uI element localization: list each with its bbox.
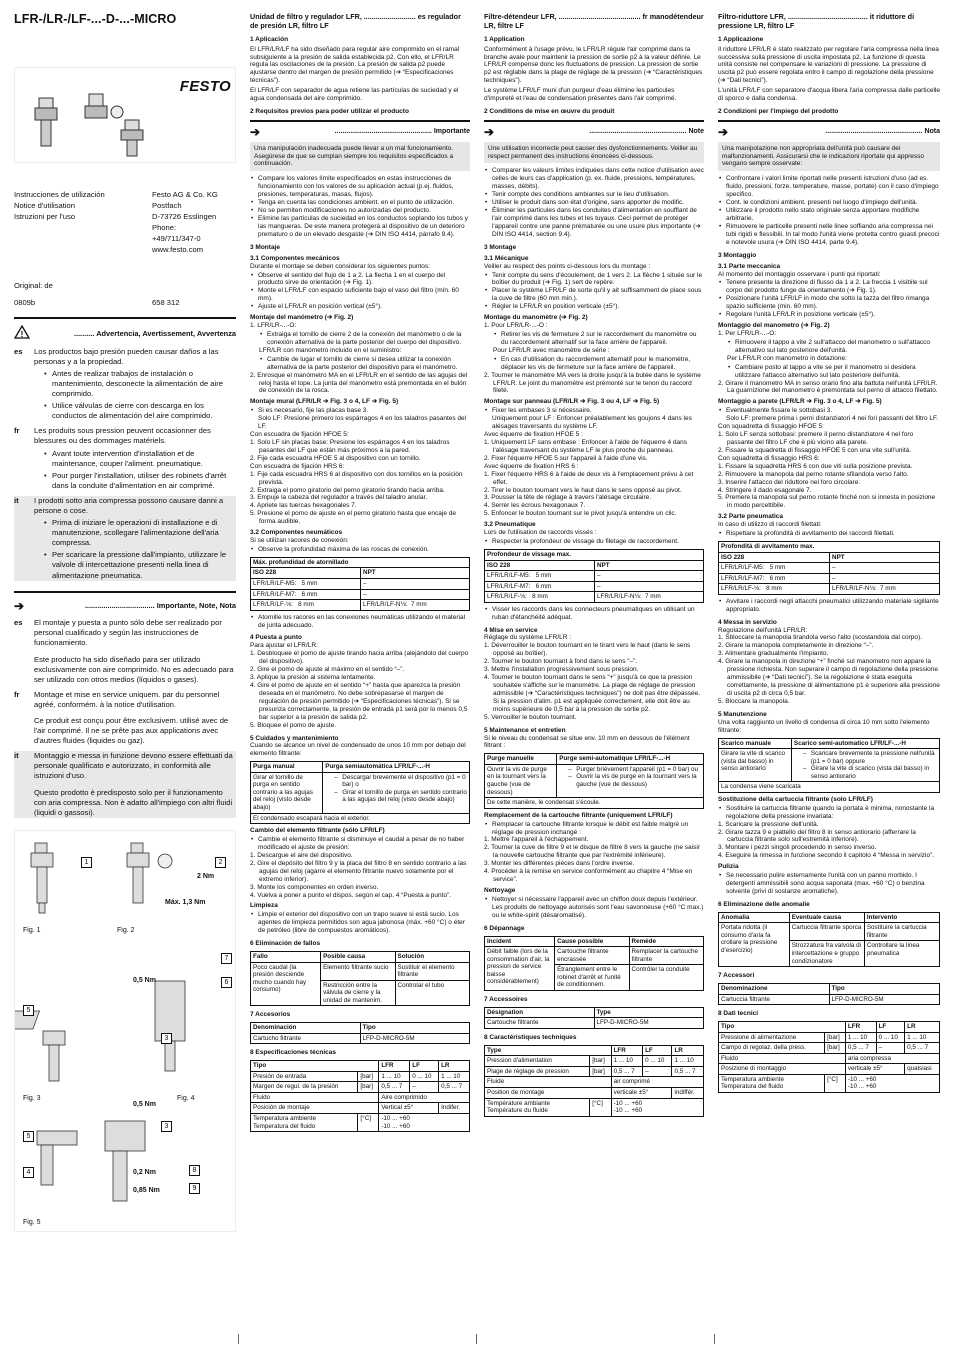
list-item: • Régler le LFR/LR en position verticale (±5°). <box>484 303 704 311</box>
step: 5. Verrouiller le bouton tournant. <box>484 713 577 721</box>
s5-text: Si le niveau du condensat se situe env. 10 mm en dessous de l'élément filtrant : <box>484 734 690 750</box>
troubleshooting-table: Incident Cause possible Remède Débit faible (lors de la consommation d'air, la pression de service baisse considérablement) Cartouche filtrante encrassée Remplacer la cartouche filtrante Étranglement entre le robinet d'arrêt et l'unité de conditionnem. Contrôler la conduite <box>484 936 704 991</box>
note-text: Une utilisation incorrecte peut causer des dysfonctionnements. Veiller au respect permanent des instructions énoncées ci-dessous. <box>484 142 704 164</box>
thread-depth-table: Profondeur de vissage max. ISO 228 NPT LFR/LR/LF-M5: 5 mm – LFR/LR/LF-M7: 6 mm – LFR/LR/LF-⅛: 8 mm LFR/LR/LF-N⅛: 7 mm <box>484 549 704 603</box>
gauge-note: Per LFR/LR con manometro in dotazione: <box>727 354 847 362</box>
s2-title: 2 Requisitos previos para poder utilizar el producto <box>250 108 409 116</box>
thread-depth-table: Profondità di avvitamento max. ISO 228 NPT LFR/LR/LF-M5: 5 mm – LFR/LR/LF-M7: 6 mm – LFR/LR/LF-⅛: 8 mm LFR/LR/LF-N⅛: 7 mm <box>718 541 940 595</box>
filter-change-title: Cambio del elemento filtrante (sólo LFR/LF) <box>250 827 385 835</box>
fig-4-label: Fig. 4 <box>177 1094 195 1102</box>
step: 4. Eseguire la rimessa in funzione secondo il capitolo 4 “Messa in servizio”. <box>718 852 935 860</box>
drain-table: Purge manuelle Purge semi-automatique LFR/LF-...-H Ouvrir la vis de purge en la tournant vers la gauche (vue de dessous) – Purger brièvement l'appareil (p1 = 0 bar) ou – Ouvrir la vis de purge en la tournant vers la gauche (vue de dessous) De cette manière, le condensat s'écoule. <box>484 753 704 808</box>
s1-title: 1 Applicazione <box>718 35 764 43</box>
step: 3. Alimentare gradualmente l'impianto. <box>718 650 829 658</box>
s31-text: Durante el montaje se deben considerar los siguientes puntos: <box>250 262 430 270</box>
hfoe-title: Con escuadra de fijación HFOE 5: <box>250 431 349 439</box>
warning-header <box>14 317 236 342</box>
s5-title: 5 Manutenzione <box>718 710 767 718</box>
s5-title: 5 Maintenance et entretien <box>484 726 566 734</box>
gauge-mount-title: Montaje del manómetro (➔ Fig. 2) <box>250 314 354 322</box>
accessories-table: Désignation Type Cartouche filtrante LFP-D-MICRO-5M <box>484 1007 704 1029</box>
wall-mount-note: Solo LF: Presione primero los espárragos 4 en los taladros pasantes del LF. <box>258 415 467 431</box>
list-item: • Cont. le condizioni ambient. presenti nel luogo d'impiego dell'unità. <box>718 199 940 207</box>
step: 2. Girare tazza 9 e piattello del filtro 8 in senso antiorario (afferrare la cartuccia filtrante solo sull'estremità inferiore). <box>718 828 916 844</box>
accessories-table: Denominazione Tipo Cartuccia filtrante LFP-D-MICRO-5M <box>718 983 940 1005</box>
filter-change-title: Remplacement de la cartouche filtrante (uniquement LFR/LF) <box>484 811 673 819</box>
step: 4. Stringere il dado esagonale 7. <box>718 486 812 494</box>
step: 1. Fixer l'équerre HRS 6 à l'aide de deux vis à l'emplacement prévu à cet effet. <box>484 470 694 486</box>
list-item: • Éliminer les particules dans les conduites d'alimentation en soufflant de l'air comprimé dans les tubes et les tuyaux. Ceci permet de protéger l'appareil contre une panne prématurée ou une usure plus importante (➔ DIN ISO 4414, section 9.4). <box>484 207 704 239</box>
important-it: it Montaggio e messa in funzione devono essere effettuati da personale qualificato e autorizzato, in conformità alle istruzioni d'uso. Questo prodotto è predisposto solo per il funzionamento con aria compressa. Non è adatto all'impiego con altri fluidi (liquidi o gassosi). <box>14 751 236 818</box>
s6-title: 6 Eliminación de fallos <box>250 940 321 948</box>
step: 1. Solo LF sin placas base: Presione los espárragos 4 en los taladros pasantes del LF que están más próximos a la pared. <box>250 438 450 454</box>
thread-depth-table: Máx. profundidad de atornillado ISO 228 NPT LFR/LR/LF-M5: 5 mm – LFR/LR/LF-M7: 6 mm – LFR/LR/LF-⅛: 8 mm LFR/LR/LF-N⅛: 7 mm <box>250 557 470 611</box>
arrow-right-icon: ➔ <box>484 125 495 140</box>
list-item: • Remplacer la cartouche filtrante lorsque le débit est faible malgré un réglage de pression inchangé : <box>484 821 704 837</box>
list-item: • Posizionare l'unità LFR/LF in modo che sotto la tazza del filtro rimanga spazio sufficiente (min. 60 mm). <box>718 295 940 311</box>
s7-title: 7 Accesorios <box>250 1011 291 1019</box>
fig-2-label: Fig. 2 <box>117 926 135 934</box>
fig-5-label: Fig. 5 <box>23 1218 41 1226</box>
address-1: Postfach <box>152 201 182 211</box>
cleaning-title: Limpieza <box>250 902 278 910</box>
list-item: • Tenir compte des conditions ambiantes sur le lieu d'utilisation. <box>484 191 704 199</box>
list-item: • Se necessario pulire esternamente l'unità con un panno morbido. I detergenti ammissibili sono acqua saponata (max. +60 °C) o benzina solvente (privi di sostanze aromatiche). <box>718 872 940 896</box>
s5-text: Una volta raggiunto un livello di condensa di circa 10 mm sotto l'elemento filtrante: <box>718 718 930 734</box>
warning-triangle-icon <box>14 325 30 342</box>
important-title: .................................. Importante, Note, Nota <box>84 601 236 611</box>
part-number: 658 312 <box>152 297 180 307</box>
specs-table: Tipo LFR LF LR Pressione di alimentazione [bar] 1 ... 10 0 ... 10 1 ... 10 Campo di regolaz. della press. [bar] 0,5 ... 7 – 0,5 ... 7 Fluido aria compressa Posizione di montaggio verticale ±5° qualsiasi Temperatura ambiente Temperatura del fluido [°C] -10 ... +60 -10 ... +60 <box>718 1021 940 1093</box>
column-es <box>250 12 470 1132</box>
step: 1. Mettre l'appareil à l'échappement. <box>484 836 589 844</box>
callout-3b: 3 <box>161 1121 172 1132</box>
s1-text-2: El LFR/LF con separador de agua retiene las partículas de suciedad y el agua condensada del aire comprimido. <box>250 87 459 103</box>
step: 4. Vuelva a poner a punto el dispos. según el cap. 4 “Puesta a punto”. <box>250 891 452 899</box>
list-item: • Respecter la profondeur de vissage du filetage de raccordement. <box>484 538 704 546</box>
torque-02: 0,2 Nm <box>133 1168 156 1176</box>
s1-title: 1 Application <box>484 35 525 43</box>
step: 4. Gire el pomo de ajuste en el sentido “+” hasta que aparezca la presión deseada en el manómetro. No debe sobrepasarse el margen de regulación de presión permitido (➔ “Especificaciones técnicas”). Si se presuriza correctamente, la presión de entrada p1 será por lo menos 0,5 bar superior a la presión de salida p2. <box>250 682 468 721</box>
warning-fr: fr Les produits sous pression peuvent occasionner des blessures ou des dommages matériels. • Avant toute intervention d'installation et de maintenance, couper l'aliment. pneumatique. • Pour purger l'installation, utiliser des robinets d'arrêt dans la conduite d'alimentation en air comprimé. <box>14 426 236 491</box>
wall-mount-note: Solo LF: premere prima i perni distanziatori 4 nei fori passanti del filtro LF. <box>726 415 939 423</box>
step: 5. Presione el pomo de ajuste en el perno giratorio hasta que encaje de forma audible. <box>250 510 456 526</box>
s7-title: 7 Accessori <box>718 972 755 980</box>
list-item: • Sostituire la cartuccia filtrante quando la portata è minima, nonostante la regolazione della pressione invariata: <box>718 805 940 821</box>
wall-mount-title: Montaje mural (LFR/LR ➔ Fig. 3 o 4, LF ➔ Fig. 5) <box>250 398 399 406</box>
s3-title: 3 Montage <box>484 243 517 251</box>
gauge-mount-title: Montage du manomètre (➔ Fig. 2) <box>484 314 588 322</box>
list-item: • No se permiten modificaciones no autorizadas del producto. <box>250 207 470 215</box>
document-title: LFR-/LR-/LF-...-D-...-MICRO <box>14 12 177 26</box>
step: 3. Monte los componentes en orden inverso. <box>250 883 379 891</box>
arrow-right-icon: ➔ <box>718 125 729 140</box>
step: 3. Mettre l'installation progressivement sous pression. <box>484 666 639 674</box>
s1-text-2: Le système LFR/LF muni d'un purgeur d'eau élimine les particules d'impureté et l'eau de condensation présentes dans l'air comprimé. <box>484 87 677 103</box>
gauge-step-1: 1. LFR/LR-...-O: <box>250 322 297 330</box>
wall-mount-note: Uniquement pour LF : Enfoncer préalablement les goujons 4 dans les alésages traversants du système LF. <box>492 415 692 431</box>
step: 2. Girare la manopola completamente in direzione “–”. <box>718 642 874 650</box>
step: 1. Déverrouiller le bouton tournant en le tirant vers le haut (dans le sens opposé au boîtier). <box>484 642 691 658</box>
step: 1. Sbloccare la manopola tirandola verso l'alto (scostandola dal corpo). <box>718 634 922 642</box>
list-item: • Eventualmente fissare le sottobasi 3. <box>718 407 940 415</box>
step: 1. Uniquement LF sans embase : Enfoncer à l'aide de l'équerre 4 dans l'alésage traversant du système LF le plus proche du panneau. <box>484 438 688 454</box>
s32-title: 3.2 Pneumatique <box>484 521 536 529</box>
step: 1. Desbloquee el pomo de ajuste tirando hacia arriba (alejándolo del cuerpo del dispositivo). <box>250 650 469 666</box>
s4-text: Regolazione dell'unità LFR/LR: <box>718 626 808 634</box>
s1-text: Conformément à l'usage prévu, le LFR/LR régule l'air comprimé dans la branche avale pour maintenir la pression de sortie p2 à la valeur définie. Le LFR/LR compense donc les fluctuations de pression. La pression de sortie p2 est réglable dans la plage de réglage de la pression (➔ “Caractéristiques techniques”). <box>484 45 703 85</box>
filter-change-title: Sostituzione della cartuccia filtrante (solo LFR/LF) <box>718 795 873 803</box>
list-item: • Compare los valores límite especificados en estas instrucciones de funcionamiento con los valores de su aplicación actual (p.ej. fluidos, presiones, temperaturas, masas, flujos). <box>250 175 470 199</box>
s32-text: Si se utilizan racores de conexión: <box>250 537 349 545</box>
column-fr <box>484 12 704 1117</box>
step: 3. Monter les différentes pièces dans l'ordre inverse. <box>484 860 635 868</box>
hrs-title: Avec équerre de fixation HRS 6 : <box>484 462 579 470</box>
list-item: • Monte el LFR/LF con espacio suficiente bajo el vaso del filtro (mín. 60 mm). <box>250 287 470 303</box>
s8-title: 8 Especificaciones técnicas <box>250 1049 336 1057</box>
wall-mount-title: Montage sur panneau (LFR/LR ➔ Fig. 3 ou 4, LF ➔ Fig. 5) <box>484 398 660 406</box>
s5-text: Cuando se alcance un nivel de condensado de unos 10 mm por debajo del elemento filtrante: <box>250 742 466 758</box>
phone: +49/711/347-0 <box>152 234 201 244</box>
drain-table: Scarico manuale Scarico semi-automatico LFR/LF-...-H Girare la vite di scarico (vista dal basso) in senso antiorario – Scaricare brevemente la pressione nell'unità (p1 = 0 bar) oppure – Girare la vite di scarico (vista dal basso) in senso antiorario La condensa viene scaricata <box>718 738 940 793</box>
list-item: • En cas d'utilisation du raccordement alternatif pour le manomètre, déplacer les vis de fermeture sur la face arrière de l'appareil. <box>493 356 704 372</box>
callout-9: 9 <box>189 1183 200 1194</box>
step: 2. Tourner le bouton tournant à fond dans le sens “–”. <box>484 658 638 666</box>
specs-table: Type LFR LF LR Pression d'alimentation [bar] 1 ... 10 0 ... 10 1 ... 10 Plage de réglage de pression [bar] 0,5 ... 7 – 0,5 ... 7 Fluide air comprimé Position de montage verticale ±5° indiffér. Température ambiante Température du fluide [°C] -10 ... +60 -10 ... +60 <box>484 1045 704 1117</box>
note-title: Nota <box>924 128 940 136</box>
list-item: • Placer le système LFR/LF de sorte qu'il y ait suffisamment de place sous la cuve de filtre (60 mm min.). <box>484 287 704 303</box>
s1-text: Il riduttore LFR/LR è stato realizzato per regolare l'aria compressa nella linea successiva sulla pressione di uscita impostata p2. La funzione di questa unità consiste nel compensare le variazioni di pressione. La pressione di uscita p2 può essere regolata entro il campo di regolazione della pressione (➔ “Dati tecnici”). <box>718 45 939 85</box>
list-item: • Utiliser le produit dans son état d'origine, sans apporter de modific. <box>484 199 704 207</box>
step: 2. Tirer le bouton tournant vers le haut dans le sens opposé au pivot. <box>484 486 682 494</box>
s6-title: 6 Eliminazione delle anomalie <box>718 900 810 908</box>
list-item: • Confrontare i valori limite riportati nelle presenti istruzioni d'uso (ad es. fluido, pressioni, forze, temperature, masse, portate) con il caso d'impiego specifico. <box>718 175 940 199</box>
step: 2. Fije cada escuadra HFOE 5 al dispositivo con un tornillo. <box>250 454 421 462</box>
cleaning-title: Nettoyage <box>484 886 516 894</box>
s31-title: 3.1 Componentes mecánicos <box>250 254 340 262</box>
s1-text-2: L'unità LFR/LF con separatore d'acqua libera l'aria compressa dalle particelle di sporco e dalla condensa. <box>718 87 940 103</box>
list-item: • Tenga en cuenta las condiciones ambient. en el punto de utilización. <box>250 199 470 207</box>
s32-text: In caso di utilizzo di raccordi filettati: <box>718 521 822 529</box>
gauge-step-1: 1. Per LFR/LR-...-O: <box>718 330 777 337</box>
callout-5: 5 <box>23 1005 34 1016</box>
s32-title: 3.2 Parte pneumatica <box>718 513 784 521</box>
drain-table: Purga manual Purga semiautomática LFR/LF-...-H Girar el tornillo de purga en sentido contrario a las agujas del reloj (visto desde abajo) – Descargar brevemente el dispositivo (p1 = 0 bar) o – Girar el tornillo de purga en sentido contrario a las agujas del reloj (visto desde abajo) El condensado escapará hacia el exterior. <box>250 761 470 824</box>
step: 3. Inserire l'attacco del riduttore nel foro circolare. <box>718 478 861 486</box>
s2-title: 2 Conditions de mise en œuvre du produit <box>484 108 615 116</box>
mount-list <box>250 272 470 312</box>
table-caption: Profondità di avvitamento max. <box>719 542 940 553</box>
original-line: Original: de <box>14 281 53 291</box>
list-item: • Rimuovere le particelle presenti nelle linee soffiando aria compressa nei tubi rigidi e flessibili. In tal modo l'unità viene protetta contro guasti precoci e notevole usura (➔ DIN ISO 4414, parte 9.4). <box>718 223 940 247</box>
step: 4. Serrer les écrous hexagonaux 7. <box>484 502 586 510</box>
s32-title: 3.2 Componentes neumáticos <box>250 529 343 537</box>
list-item: • Observe la profundidad máxima de las roscas de conexión. <box>250 546 470 554</box>
doc-name-es: Instrucciones de utilización <box>14 190 105 200</box>
s8-title: 8 Dati tecnici <box>718 1010 759 1018</box>
note-box: ➔ .................................................. Importante Una manipulación inadecuada puede llevar a un mal funcionamiento. Asegúrese de que se cumplan siempre los requisitos especificados a continuación. <box>250 120 470 171</box>
note-text: Una manipolazione non appropriata dell'unità può causare dei malfunzionamenti. Assicurarsi che le indicazioni riportate qui appresso vengano sempre osservate: <box>718 142 940 172</box>
accessories-table: Denominación Tipo Cartucho filtrante LFP-D-MICRO-5M <box>250 1022 470 1044</box>
s4-text: Para ajustar el LFR/LR: <box>250 642 318 650</box>
step: 3. Pousser la tête de réglage à travers l'alésage circulaire. <box>484 494 652 502</box>
fig-1-label: Fig. 1 <box>23 926 41 934</box>
warning-title: .......... Advertencia, Avertissement, Avvertenza <box>73 328 236 338</box>
step: 3. Empuje la cabeza del regulador a través del taladro anular. <box>250 494 428 502</box>
s6-title: 6 Dépannage <box>484 924 525 932</box>
callout-2: 2 <box>215 857 226 868</box>
column-it <box>718 12 940 1093</box>
table-caption: Profondeur de vissage max. <box>485 549 704 560</box>
troubleshooting-table: Fallo Posible causa Solución Poco caudal (la presión desciende mucho cuando hay consumo) Elemento filtrante sucio Sustituir el elemento filtrante Restricción entre la válvula de cierre y la unidad de mantenim. Controlar el tubo <box>250 951 470 1006</box>
list-item: • Limpie el exterior del dispositivo con un trapo suave si está sucio. Los agentes de limpieza permitidos son agua jabonosa (máx. +60 °C) o éter de petróleo (libre de compuestos aromáticos). <box>250 911 470 935</box>
s4-title: 4 Puesta a punto <box>250 634 303 642</box>
hfoe-title: Avec équerre de fixation HFOE 5 : <box>484 431 583 439</box>
hfoe-title: Con squadretta di fissaggio HFOE 5: <box>718 423 824 431</box>
list-item: • Ajuste el LFR/LR en posición vertical (±5°). <box>250 303 470 311</box>
s31-text: Al momento del montaggio osservare i punti qui riportati: <box>718 270 881 278</box>
section-heading: Filtre-détendeur LFR, ......................................... fr manodétendeur LR, filtre LF <box>484 12 704 31</box>
gauge-step-2: 2. Enrosque el manómetro MA en el LFR/LR en el sentido de las agujas del reloj hasta el tope. La junta del manómetro está premontada en el bulón de conexión de la rosca. <box>250 371 468 395</box>
step: 2. Tourner la cuve de filtre 9 et le disque de filtre 8 vers la gauche (ne saisir la nouvelle cartouche filtrante que par l'extrémité inférieure). <box>484 844 700 860</box>
s8-title: 8 Caractéristiques techniques <box>484 1033 577 1041</box>
gauge-step-2: 2. Tourner le manomètre MA vers la droite jusqu'à la butée dans le système LFR/LR. Le joint du manomètre est prémonté sur le tenon du raccord fileté. <box>484 371 701 395</box>
list-item: • Avvitare i raccordi negli attacchi pneumatici utilizzando materiale sigillante appropriato. <box>718 598 940 614</box>
hrs-title: Con squadretta di fissaggio HRS 6: <box>718 454 820 462</box>
svg-text:!: ! <box>20 329 24 339</box>
list-item: • Tenir compte du sens d'écoulement, de 1 vers 2. La flèche 1 située sur le boîtier du produit (➔ Fig. 1) sert de repère. <box>484 272 704 288</box>
list-item: • Si es necesario, fije las placas base 3. <box>250 407 470 415</box>
list-item: • Rimuovere il tappo a vite 2 sull'attacco del manometro o sull'attacco alternativo sul lato posteriore dell'unità. <box>727 339 940 355</box>
list-item: • Rispettare la profondità di avvitamento dei raccordi filettati. <box>718 530 940 538</box>
list-item: • Utilizzare il prodotto nello stato originale senza apportare modifiche arbitrarie. <box>718 207 940 223</box>
list-item: • Cambie de lugar el tornillo de cierre si desea utilizar la conexión alternativa de la parte posterior del dispositivo para el manómetro. <box>259 356 470 372</box>
phone-label: Phone: <box>152 223 177 233</box>
s3-title: 3 Montaggio <box>718 251 757 259</box>
wall-mount-title: Montaggio a parete (LFR/LR ➔ Fig. 3 o 4, LF ➔ Fig. 5) <box>718 398 882 406</box>
doc-name-fr: Notice d'utilisation <box>14 201 75 211</box>
list-item: • Fixer les embases 3 si nécessaire. <box>484 407 704 415</box>
page-ticks <box>0 1334 954 1344</box>
step: 1. Fije cada escuadra HRS 6 al dispositivo con dos tornillos en la posición prevista. <box>250 470 463 486</box>
list-item: • Elimine las partículas de suciedad en los conductos soplando los tubos y las mangueras. De este manera protegerá al dispositivo de un deterioro prematuro o de un elevado desgaste (➔ DIN ISO 4414, párrafo 9.4). <box>250 215 470 239</box>
requirements-list <box>718 175 940 246</box>
s32-text: Lors de l'utilisation de raccords vissés : <box>484 529 597 537</box>
list-item: • Cambiare posto al tappo a vite se per il manometro si desidera utilizzare l'attacco alternativo sul lato posteriore dell'unità. <box>727 364 940 380</box>
troubleshooting-table: Anomalia Eventuale causa Intervento Portata ridotta (il consumo d'aria fa crollare la pressione d'esercizio) Cartuccia filtrante sporca Sostituire la cartuccia filtrante Strozzatura fra valvola di intercettazione e gruppo condizionatore Controllare la linea pneumatica <box>718 912 940 967</box>
s31-title: 3.1 Parte meccanica <box>718 262 781 270</box>
torque-max: Máx. 1,3 Nm <box>165 898 206 906</box>
step: 2. Rimuovere la manopola dal perno rotante sfilandola verso l'alto. <box>718 470 909 478</box>
s2-title: 2 Condizioni per l'impiego del prodotto <box>718 108 839 116</box>
step: 5. Bloccare la manopola. <box>718 697 790 705</box>
step: 1. Descargue el aire del dispositivo. <box>250 851 353 859</box>
requirements-list <box>250 175 470 238</box>
hrs-title: Con escuadra de fijación HRS 6: <box>250 462 345 470</box>
figures-area <box>14 830 236 1232</box>
step: 2. Gire el depósito del filtro 9 y la placa del filtro 8 en sentido contrario a las agujas del reloj (agarre el elemento filtrante nuevo solamente por el extremo inferior). <box>250 859 467 883</box>
note-text: Una manipulación inadecuada puede llevar a un mal funcionamiento. Asegúrese de que se cumplan siempre los requisitos especificados a continuación. <box>250 142 470 172</box>
list-item: • Regolare l'unità LFR/LR in posizione verticale (±5°). <box>718 311 940 319</box>
step: 4. Girare la manopola in direzione “+” finché sul manometro non appare la pressione richiesta. Non superare il campo di regolazione della pressione ammissibile (➔ “Dati tecnici”). Se la regolazione è stata eseguita correttamente, la pressione di alimentazione p1 è superiore alla pressione di uscita p2 di circa 0,5 bar. <box>718 658 940 697</box>
step: 1. Scaricare la pressione dell'unità. <box>718 820 819 828</box>
important-header <box>14 591 236 614</box>
callout-6: 6 <box>221 977 232 988</box>
torque-05-b: 0,5 Nm <box>133 1100 156 1108</box>
requirements-list <box>484 167 704 238</box>
torque-2nm: 2 Nm <box>197 872 215 880</box>
callout-1: 1 <box>81 857 92 868</box>
important-es: es El montaje y puesta a punto sólo debe ser realizado por personal cualificado y según las instrucciones de funcionamiento. Este producto ha sido diseñado para ser utilizado exclusivamente con aire comprimido. No es adecuado para ser utilizado con otros medios (líquidos o gases). <box>14 618 234 684</box>
note-title: Importante <box>433 128 470 136</box>
step: 2. Gire el pomo de ajuste al máximo en el sentido “–”. <box>250 666 405 674</box>
list-item: • Visser les raccords dans les connecteurs pneumatiques en utilisant un ruban d'étanchéité adéquat. <box>484 606 704 622</box>
section-heading: Filtro-riduttore LFR, ........................................ it riduttore di pressione LR, filtro LF <box>718 12 915 31</box>
list-item: • Extraiga el tornillo de cierre 2 de la conexión del manómetro o de la conexión alternativa de la parte posterior del cuerpo del dispositivo. <box>259 331 470 347</box>
warning-es: es Los productos bajo presión pueden causar daños a las personas y a la propiedad. • Antes de realizar trabajos de instalación o mantenimiento, desconecte la alimentación de aire comprimido. • Utilice válvulas de cierre con descarga en los conductos de alimentación del aire comprimido. <box>14 347 236 422</box>
gauge-step-1: 1. Pour LFR/LR-...-O : <box>484 322 548 330</box>
callout-3: 3 <box>161 1033 172 1044</box>
arrow-right-icon: ➔ <box>250 125 261 140</box>
important-fr: fr Montage et mise en service uniquem. par du personnel agréé, conformém. à la notice d'utilisation. Ce produit est conçu pour être exclusivem. utilisé avec de l'air comprimé. Il ne se prête pas aux applications avec d'autres fluides (liquides ou gaz). <box>14 689 229 746</box>
product-image-area <box>14 67 236 163</box>
note-box: ➔ .................................................. Nota Una manipolazione non appropriata dell'unità può causare dei malfunzionamenti. Assicurarsi che le indicazioni riportate qui appresso vengano sempre osservate: <box>718 120 940 171</box>
list-item: • Atornille los racores en las conexiones neumáticas utilizando el material de junta adecuado. <box>250 614 470 630</box>
step: 4. Procéder à la remise en service conformément au chapitre 4 “Mise en service”. <box>484 868 693 884</box>
step: 1. Solo LF senza sottobasi: premere il perno distanziatore 4 nel foro passante del filtro LF che è più vicino alla parete. <box>718 431 914 446</box>
note-title: Note <box>688 128 704 136</box>
step: 5. Enfoncer le bouton tournant sur le pivot jusqu'à entendre un clic. <box>484 510 677 518</box>
cleaning-title: Pulizia <box>718 863 739 871</box>
callout-8: 8 <box>189 1165 200 1176</box>
s31-title: 3.1 Mécanique <box>484 254 529 262</box>
torque-05-a: 0,5 Nm <box>133 976 156 984</box>
specs-table: Tipo LFR LF LR Presión de entrada [bar] 1 ... 10 0 ... 10 1 ... 10 Margen de regul. de la presión [bar] 0,5 ... 7 – 0,5 ... 7 Fluido Aire comprimido Posición de montaje Vertical ±5° Indifer. Temperatura ambiente Temperatura del fluido [°C] -10 ... +60 -10 ... +60 <box>250 1060 470 1132</box>
mount-list <box>718 279 940 319</box>
section-heading: Unidad de filtro y regulador LFR, .......................... es regulador de presión LR, filtro LF <box>250 12 461 31</box>
list-item: • Retirer les vis de fermeture 2 sur le raccordement du manomètre ou du raccordement alternatif sur la face arrière de l'appareil. <box>493 331 704 347</box>
s5-title: 5 Cuidados y mantenimiento <box>250 734 339 742</box>
website: www.festo.com <box>152 245 204 255</box>
list-item: • Observe el sentido del flujo de 1 a 2. La flecha 1 en el cuerpo del producto sirve de orientación (➔ Fig. 1). <box>250 272 470 288</box>
figures-drawing <box>15 831 235 1231</box>
gauge-mount-title: Montaggio del manometro (➔ Fig. 2) <box>718 322 830 330</box>
arrow-right-icon: ➔ <box>14 598 25 613</box>
callout-4: 4 <box>23 1167 34 1178</box>
step: 5. Premere la manopola sul perno rotante finché non si innesta in posizione in modo percettibile. <box>718 494 936 510</box>
doc-name-it: Istruzioni per l'uso <box>14 212 75 222</box>
step: 4. Apriete las tuercas hexagonales 7. <box>250 502 357 510</box>
s1-title: 1 Aplicación <box>250 35 289 43</box>
gauge-step-2: 2. Girare il manometro MA in senso orario fino alla battuta nell'unità LFR/LR. La guarnizione del manometro è premontata sul perno di attacco filettato. <box>718 379 938 395</box>
version-line: 0809b 658 312 <box>14 297 180 307</box>
step: 2. Fixer l'équerre HFOE 5 sur l'appareil à l'aide d'une vis. <box>484 454 648 462</box>
s4-title: 4 Messa in servizio <box>718 618 777 626</box>
step: 3. Aplique la presión al sistema lentamente. <box>250 674 376 682</box>
list-item: • Cambie el elemento filtrante si disminuye el caudal a pesar de no haber modificado el ajuste de presión: <box>250 836 470 852</box>
note-box: ➔ .................................................. Note Une utilisation incorrecte peut causer des dysfonctionnements. Veiller au respect permanent des instructions énoncées ci-dessous. <box>484 120 704 163</box>
step: 4. Tourner le bouton tournant dans le sens “+” jusqu'à ce que la pression souhaitée s'affiche sur le manomètre. La plage de réglage de pression admissible (➔ “Caractéristiques techniques”) ne doit pas être dépassée. Si la pression d'alim. p1 est appliquée correctement, elle doit être au moins supérieure de 0,5 bar à la pression de sortie p2. <box>484 674 701 713</box>
table-caption: Máx. profundidad de atornillado <box>251 557 470 568</box>
gauge-note: Pour LFR/LR avec manomètre de série : <box>493 346 610 354</box>
s31-text: Veiller au respect des points ci-dessous lors du montage : <box>484 262 651 270</box>
doc-meta <box>14 189 236 255</box>
mount-list <box>484 272 704 312</box>
list-item: • Nettoyer si nécessaire l'appareil avec un chiffon doux depuis l'extérieur. Les produits de nettoyage autorisés sont l'eau savonneuse (+60 °C max.) ou le white-spirit (désaromatisé). <box>484 896 704 920</box>
fig-3-label: Fig. 3 <box>23 1094 41 1102</box>
callout-7: 7 <box>221 953 232 964</box>
warning-it: it I prodotti sotto aria compressa possono causare danni a persone o cose. • Prima di iniziare le operazioni di installazione e di manutenzione, scollegare l'alimentazione dell'aria compressa. • Per scaricare la pressione dall'impianto, utilizzare le valvole di intercettazione presenti nella linea di alimentazione pneumatica. <box>14 496 236 581</box>
company: Festo AG & Co. KG <box>152 190 218 200</box>
step: 1. Fissare la squadretta HRS 6 con due viti sulla posizione prevista. <box>718 462 913 470</box>
gauge-note: LFR/LR con manómetro incluido en el suministro: <box>259 346 402 354</box>
festo-logo: FESTO <box>179 78 231 96</box>
list-item: • Comparer les valeurs limites indiquées dans cette notice d'utilisation avec celles de leurs cas d'application (p. ex. fluide, pressions, températures, masses, débits). <box>484 167 704 191</box>
s4-text: Réglage du système LFR/LR : <box>484 634 572 642</box>
s4-title: 4 Mise en service <box>484 626 538 634</box>
s7-title: 7 Accessoires <box>484 995 528 1003</box>
step: 2. Extraiga el pomo giratorio del perno giratorio tirando hacia arriba. <box>250 486 445 494</box>
s1-text: El LFR/LR/LF ha sido diseñado para regular aire comprimido en el ramal subsiguiente a la presión de salida establecida p2. Con ello, el LFR/LR regula las oscilaciones de la presión. La presión de salida p2 puede ajustarse dentro del margen de presión permitido (➔ “Especificaciones técnicas”). <box>250 45 460 85</box>
callout-5b: 5 <box>23 1131 34 1142</box>
list-item: • Tenere presente la direzione di flusso da 1 a 2. La freccia 1 visibile sul corpo del prodotto funge da orientamento (➔ Fig. 1). <box>718 279 940 295</box>
step: 2. Fissare la squadretta di fissaggio HFOE 5 con una vite sull'unità. <box>718 446 912 454</box>
address-2: D-73726 Esslingen <box>152 212 217 222</box>
step: 5. Bloquee el pomo de ajuste. <box>250 721 337 729</box>
cover-column <box>14 12 236 1232</box>
s3-title: 3 Montaje <box>250 243 280 251</box>
torque-085: 0,85 Nm <box>133 1186 160 1194</box>
step: 3. Montare i pezzi singoli procedendo in senso inverso. <box>718 844 877 852</box>
